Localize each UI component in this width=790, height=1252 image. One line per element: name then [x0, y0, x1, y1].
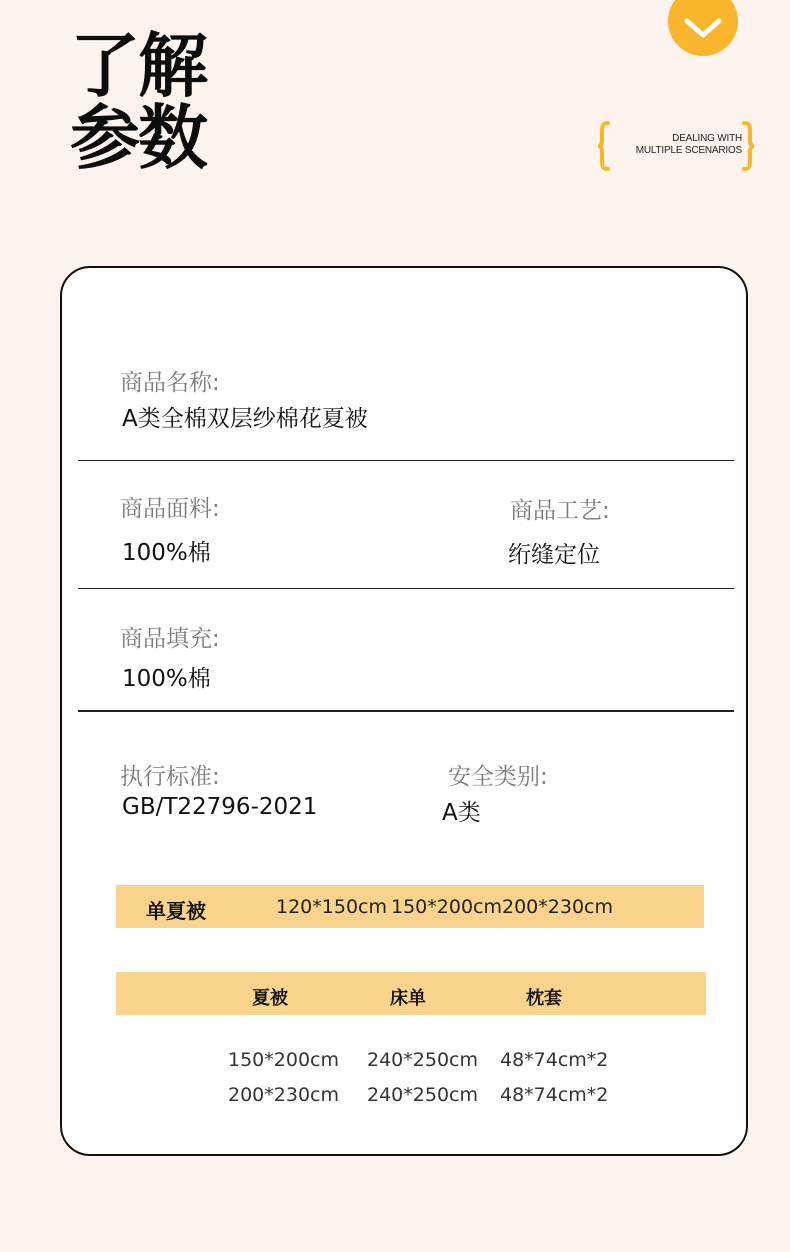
table-cell: 150*200cm: [228, 1049, 339, 1071]
single-quilt-label: 单夏被: [146, 899, 206, 923]
table-cell: 200*230cm: [228, 1084, 339, 1106]
badge-text: [614, 133, 742, 157]
scenarios-badge: [596, 120, 756, 172]
page-title: [70, 25, 206, 179]
standard-value: GB/T22796-2021: [122, 794, 318, 820]
size-option: 150*200cm: [391, 896, 502, 918]
column-header: 夏被: [252, 988, 288, 1009]
divider: [78, 588, 734, 589]
name-value: A类全棉双层纱棉花夏被: [122, 406, 368, 432]
spec-card: [60, 266, 748, 1156]
filling-value: 100%棉: [122, 666, 211, 692]
safety-value: A类: [442, 800, 481, 826]
table-cell: 48*74cm*2: [500, 1084, 609, 1106]
table-cell: 48*74cm*2: [500, 1049, 609, 1071]
safety-label: 安全类别:: [448, 764, 548, 790]
divider: [78, 710, 734, 712]
table-cell: 240*250cm: [367, 1084, 478, 1106]
fabric-value: 100%棉: [122, 540, 211, 566]
craft-value: 绗缝定位: [508, 542, 600, 568]
badge-line-1: DEALING WITH: [672, 133, 742, 144]
standard-label: 执行标准:: [120, 764, 220, 790]
single-quilt-bar: [116, 885, 704, 928]
set-table-header: [116, 972, 706, 1015]
title-line-2: 参数: [70, 97, 206, 179]
craft-label: 商品工艺:: [510, 498, 610, 524]
chevron-down-icon: [681, 13, 725, 43]
badge-line-2: MULTIPLE SCENARIOS: [635, 145, 742, 156]
title-line-1: 了解: [70, 25, 206, 107]
column-header: 枕套: [526, 988, 562, 1009]
size-option: 200*230cm: [502, 896, 613, 918]
left-brace-icon: [596, 120, 610, 172]
table-cell: 240*250cm: [367, 1049, 478, 1071]
divider: [78, 460, 734, 461]
fabric-label: 商品面料:: [120, 496, 220, 522]
right-brace-icon: [742, 120, 756, 172]
scroll-down-button[interactable]: [668, 0, 738, 56]
size-option: 120*150cm: [276, 896, 387, 918]
name-label: 商品名称:: [120, 370, 220, 396]
column-header: 床单: [390, 988, 426, 1009]
filling-label: 商品填充:: [120, 626, 220, 652]
